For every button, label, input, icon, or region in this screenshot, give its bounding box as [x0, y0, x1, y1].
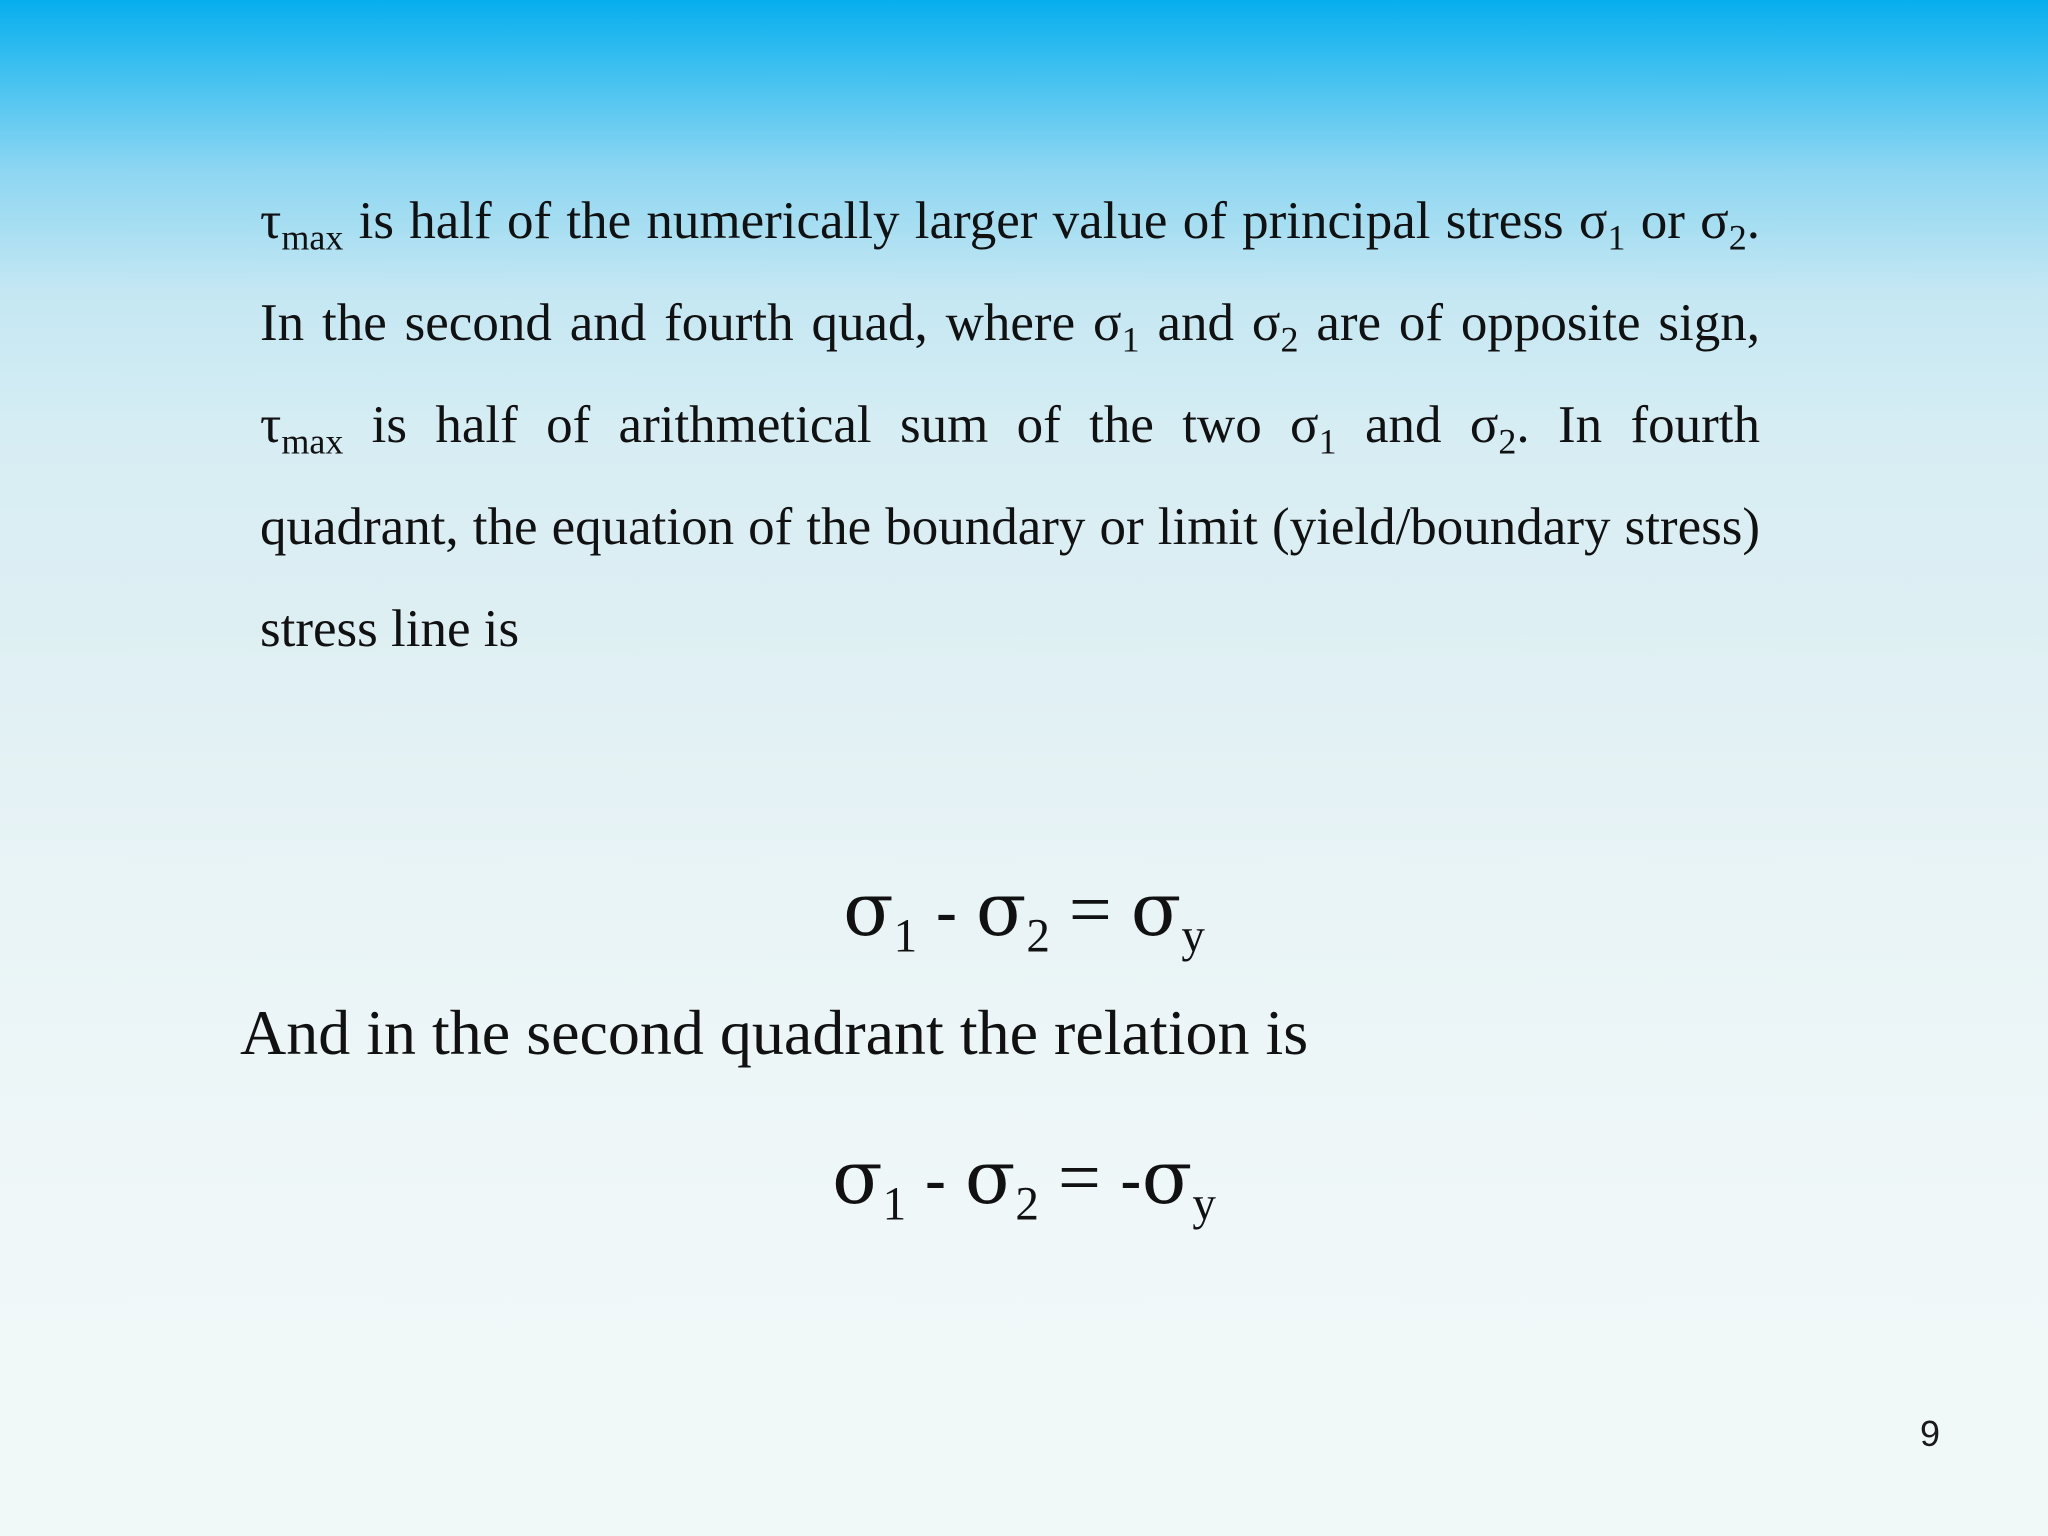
body-paragraph — [260, 170, 1760, 680]
subscript-2: 2 — [1015, 1178, 1039, 1231]
equation-second-quadrant — [0, 1135, 2048, 1231]
second-quadrant-sentence: And in the second quadrant the relation is — [240, 997, 1309, 1068]
sigma-symbol: σ — [964, 1135, 1016, 1221]
tau-symbol: τ — [260, 192, 282, 250]
sigma-symbol: σ — [1251, 294, 1281, 352]
rhs-sign: - — [1119, 1143, 1142, 1217]
subscript-2: 2 — [1026, 910, 1050, 963]
subscript-y: y — [1181, 910, 1205, 963]
paragraph-text: or — [1625, 192, 1701, 250]
paragraph-text: are of opposite sign, — [1298, 294, 1760, 352]
subscript-2: 2 — [1728, 217, 1747, 258]
subscript-1: 1 — [893, 910, 918, 963]
equation-fourth-quadrant — [0, 867, 2048, 963]
paragraph-text: and — [1139, 294, 1252, 352]
paragraph-text: is half of arithmetical sum of the two — [343, 396, 1291, 454]
equals-sign: = — [1049, 868, 1131, 952]
sigma-symbol: σ — [1130, 867, 1182, 953]
paragraph-text: is half of the numerically larger value of principal stress — [343, 192, 1579, 250]
sigma-symbol: σ — [1092, 294, 1122, 352]
equals-sign: = — [1038, 1136, 1120, 1220]
minus-sign: - — [917, 875, 976, 949]
sigma-symbol: σ — [832, 1135, 883, 1221]
subscript-y: y — [1192, 1178, 1216, 1231]
subscript-1: 1 — [1607, 217, 1626, 258]
sigma-symbol: σ — [1700, 192, 1729, 250]
sigma-symbol: σ — [975, 867, 1027, 953]
subscript-max: max — [281, 217, 344, 258]
subscript-1: 1 — [1121, 319, 1140, 360]
subscript-2: 2 — [1280, 319, 1299, 360]
sigma-symbol: σ — [843, 867, 894, 953]
paragraph-text: and — [1336, 396, 1470, 454]
subscript-1: 1 — [1318, 421, 1337, 462]
tau-symbol: τ — [260, 396, 282, 454]
sigma-symbol: σ — [1290, 396, 1319, 454]
paragraph-text: . In fourth quadrant, the equation of the boundary or limit (yield/boundary stress) stress line is — [260, 396, 1760, 658]
subscript-2: 2 — [1498, 421, 1517, 462]
subscript-1: 1 — [882, 1178, 907, 1231]
page-number: 9 — [1919, 1413, 1940, 1454]
paragraph-text: . In the second and fourth quad, where — [260, 192, 1760, 352]
minus-sign: - — [906, 1143, 965, 1217]
sigma-symbol: σ — [1141, 1135, 1193, 1221]
sigma-symbol: σ — [1578, 192, 1608, 250]
subscript-max: max — [281, 421, 344, 462]
sigma-symbol: σ — [1469, 396, 1499, 454]
